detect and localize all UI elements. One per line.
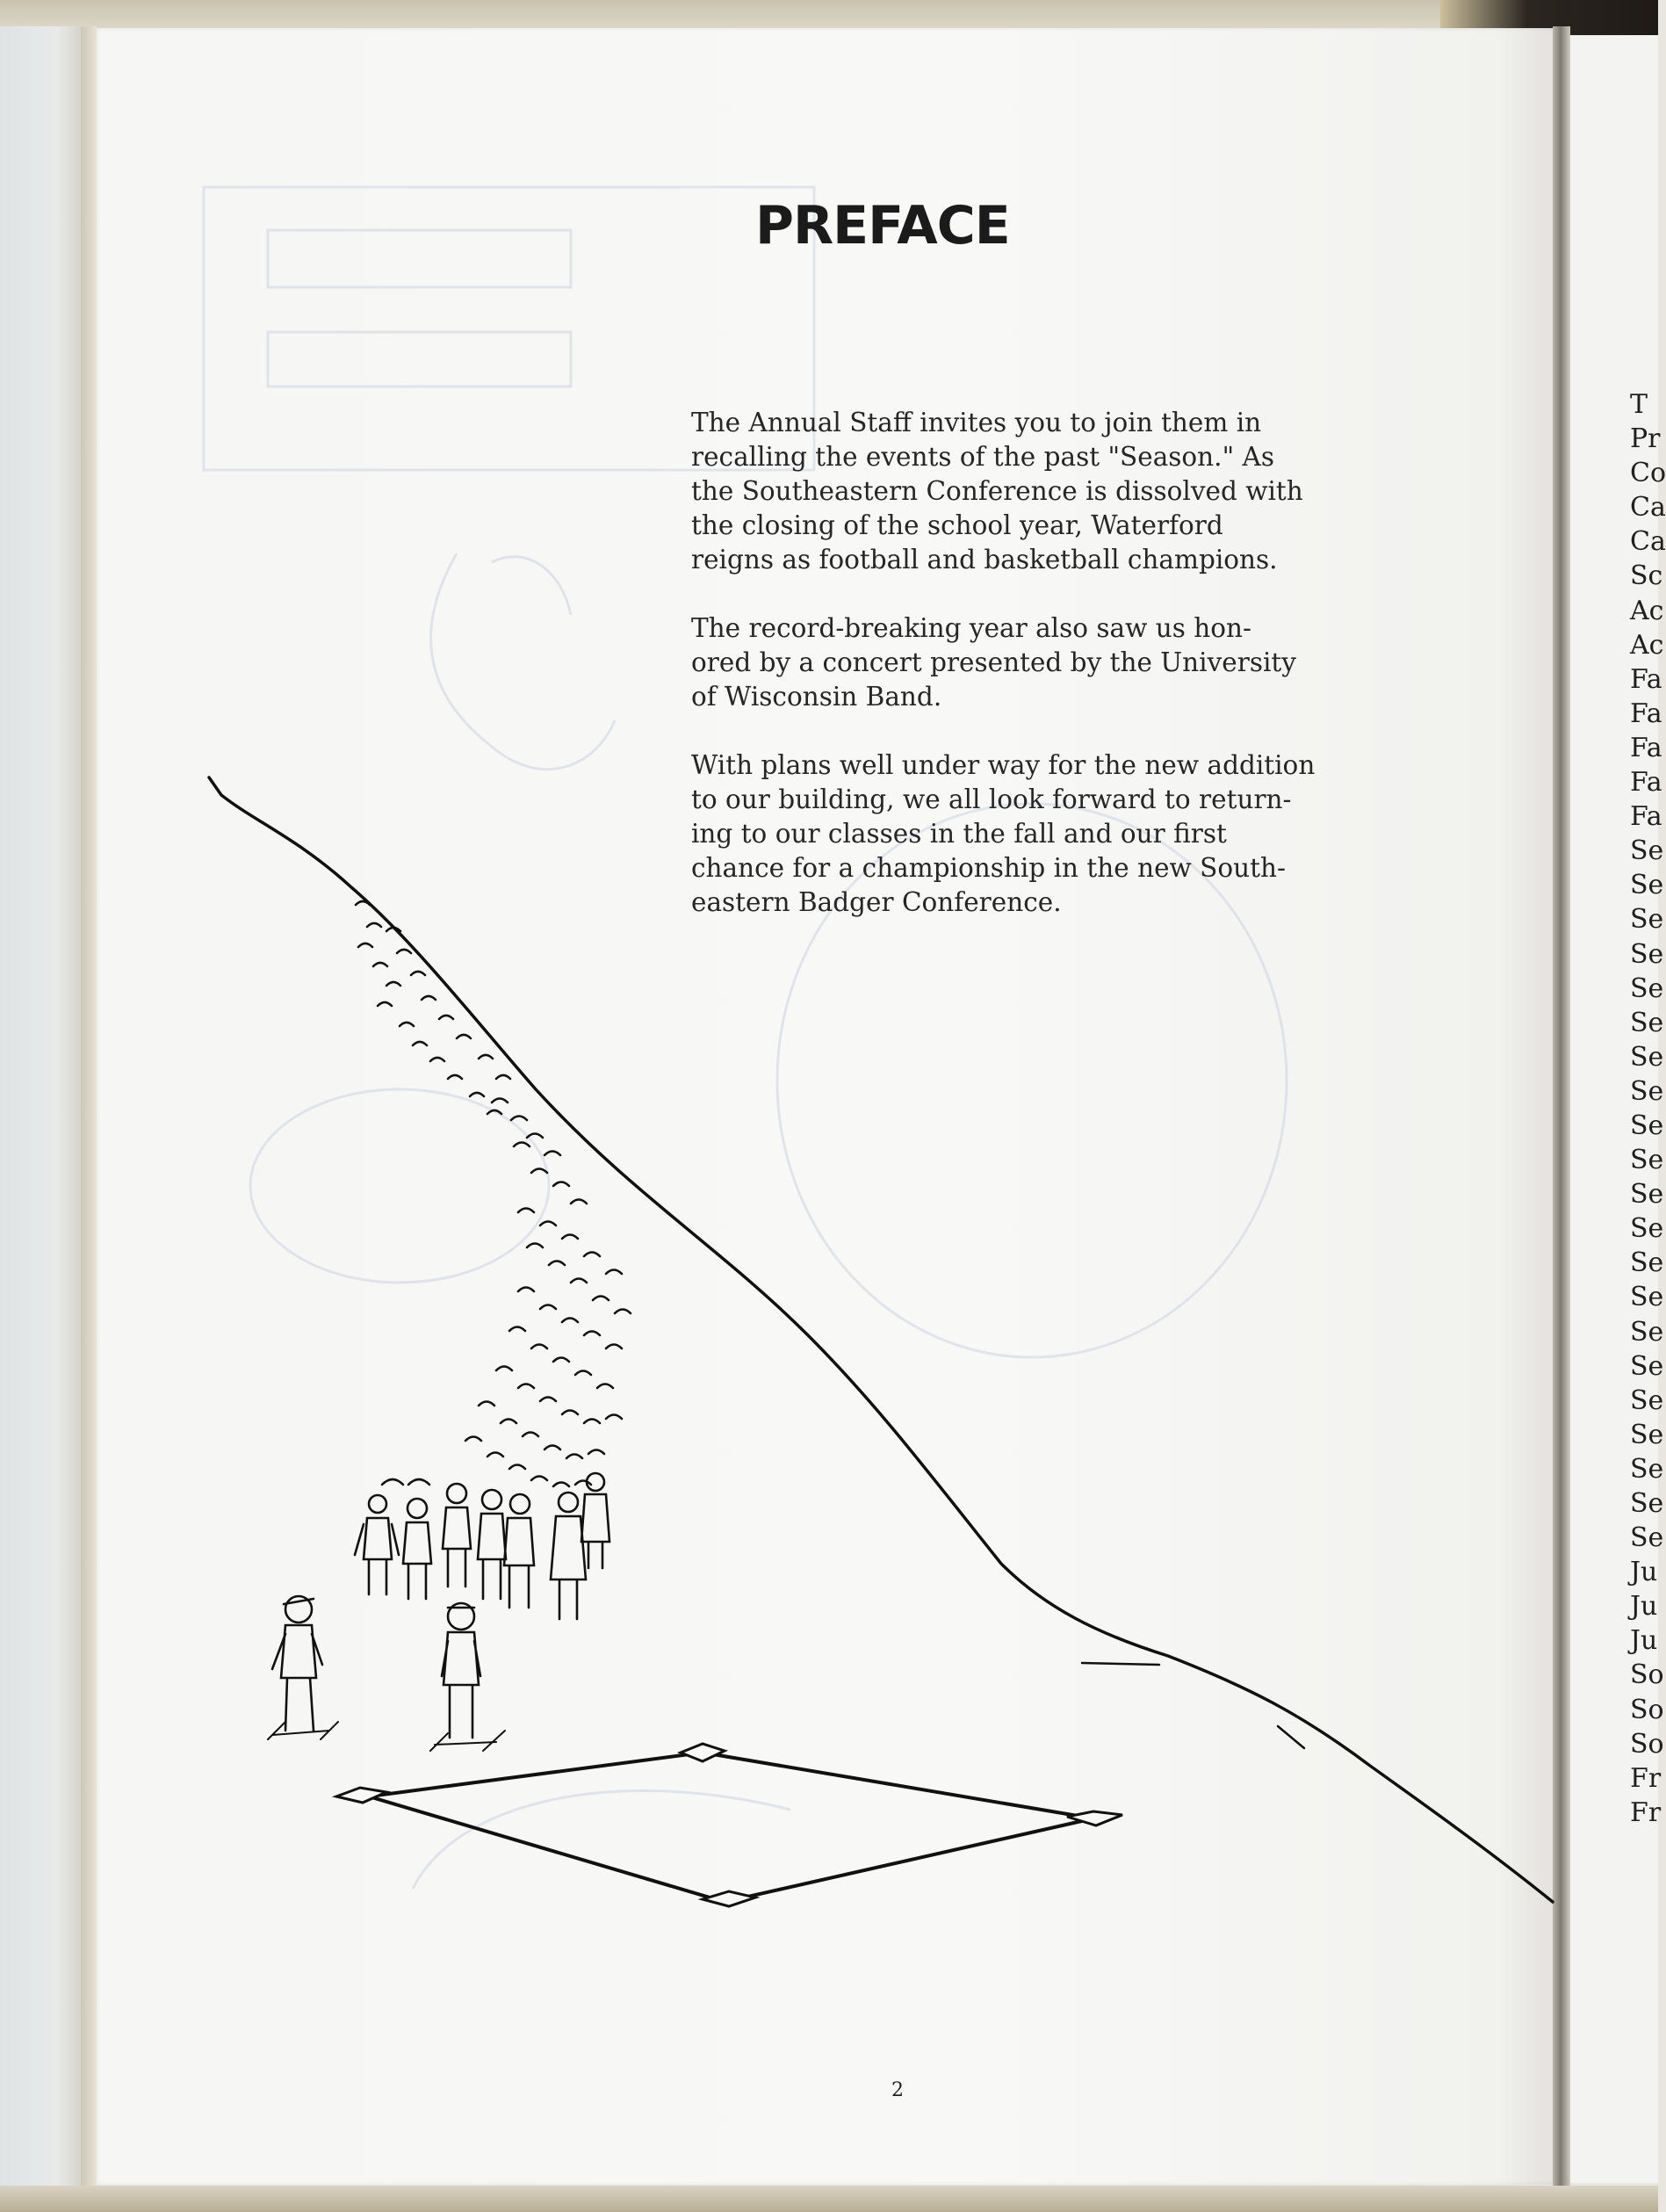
page-title: PREFACE	[755, 195, 1010, 257]
facing-page-line: Ju	[1630, 1625, 1658, 1657]
facing-page-line: Se	[1630, 1075, 1664, 1107]
facing-page-line: Se	[1630, 1316, 1664, 1348]
facing-page-line: Se	[1630, 1179, 1664, 1211]
facing-page-line: Ac	[1630, 595, 1664, 626]
facing-page-line: Se	[1630, 870, 1664, 901]
preface-paragraph-2: The record-breaking year also saw us hon- ored by a concert presented by the University of Wisconsin Band.	[691, 613, 1296, 712]
facing-page-line: Fa	[1630, 767, 1662, 799]
facing-page-line: Ju	[1630, 1591, 1658, 1623]
facing-page-line: So	[1630, 1728, 1664, 1760]
facing-page-line: So	[1630, 1694, 1664, 1725]
facing-page-line: Ca	[1630, 526, 1666, 558]
facing-page-line: Se	[1630, 1007, 1664, 1038]
facing-page-line: Fa	[1630, 698, 1662, 729]
facing-page-line: T	[1630, 389, 1648, 420]
facing-page-line: Se	[1630, 1488, 1664, 1519]
preface-paragraph-1: The Annual Staff invites you to join them in recalling the events of the past "Season." As the Southeastern Conference is dissolved with the closing of the school year, Waterford reigns as football and basketball champions.	[691, 408, 1303, 575]
facing-page-line: Se	[1630, 1282, 1664, 1313]
facing-page-line: Fa	[1630, 732, 1662, 763]
facing-page-line: Pr	[1630, 423, 1661, 455]
facing-page-line: Sc	[1630, 560, 1663, 592]
facing-page-line: Se	[1630, 1041, 1664, 1073]
facing-page-line: Se	[1630, 1213, 1664, 1245]
facing-page-line: Se	[1630, 835, 1664, 867]
facing-page-line: Se	[1630, 904, 1664, 936]
preface-paragraph-3: With plans well under way for the new addition to our building, we all look forward to return- ing to our classes in the fall and our first chance for a championship in the new South- eastern Badger Conference.	[691, 750, 1316, 917]
facing-page-text	[1630, 387, 1666, 1830]
facing-page-line: So	[1630, 1659, 1664, 1691]
facing-page-line: Ju	[1630, 1557, 1658, 1588]
facing-page-line: Se	[1630, 1522, 1664, 1554]
facing-page-line: Se	[1630, 1350, 1664, 1382]
facing-page-line: Fr	[1630, 1762, 1662, 1794]
facing-page-line: Ca	[1630, 492, 1666, 524]
facing-page-line: Fa	[1630, 801, 1662, 833]
facing-page-line: Se	[1630, 1384, 1664, 1416]
facing-page-line: Se	[1630, 972, 1664, 1004]
facing-page-line: Se	[1630, 938, 1664, 970]
facing-page-line: Co	[1630, 458, 1666, 489]
facing-page-line: Se	[1630, 1419, 1664, 1450]
facing-page-line: Se	[1630, 1110, 1664, 1141]
facing-page-line: Fr	[1630, 1796, 1662, 1828]
facing-page-line: Se	[1630, 1145, 1664, 1176]
preface-body	[691, 406, 1446, 954]
facing-page-line: Se	[1630, 1247, 1664, 1279]
facing-page-line: Ac	[1630, 629, 1664, 661]
facing-page-line: Fa	[1630, 663, 1662, 695]
facing-page-line: Se	[1630, 1453, 1664, 1485]
page-number: 2	[891, 2079, 904, 2101]
